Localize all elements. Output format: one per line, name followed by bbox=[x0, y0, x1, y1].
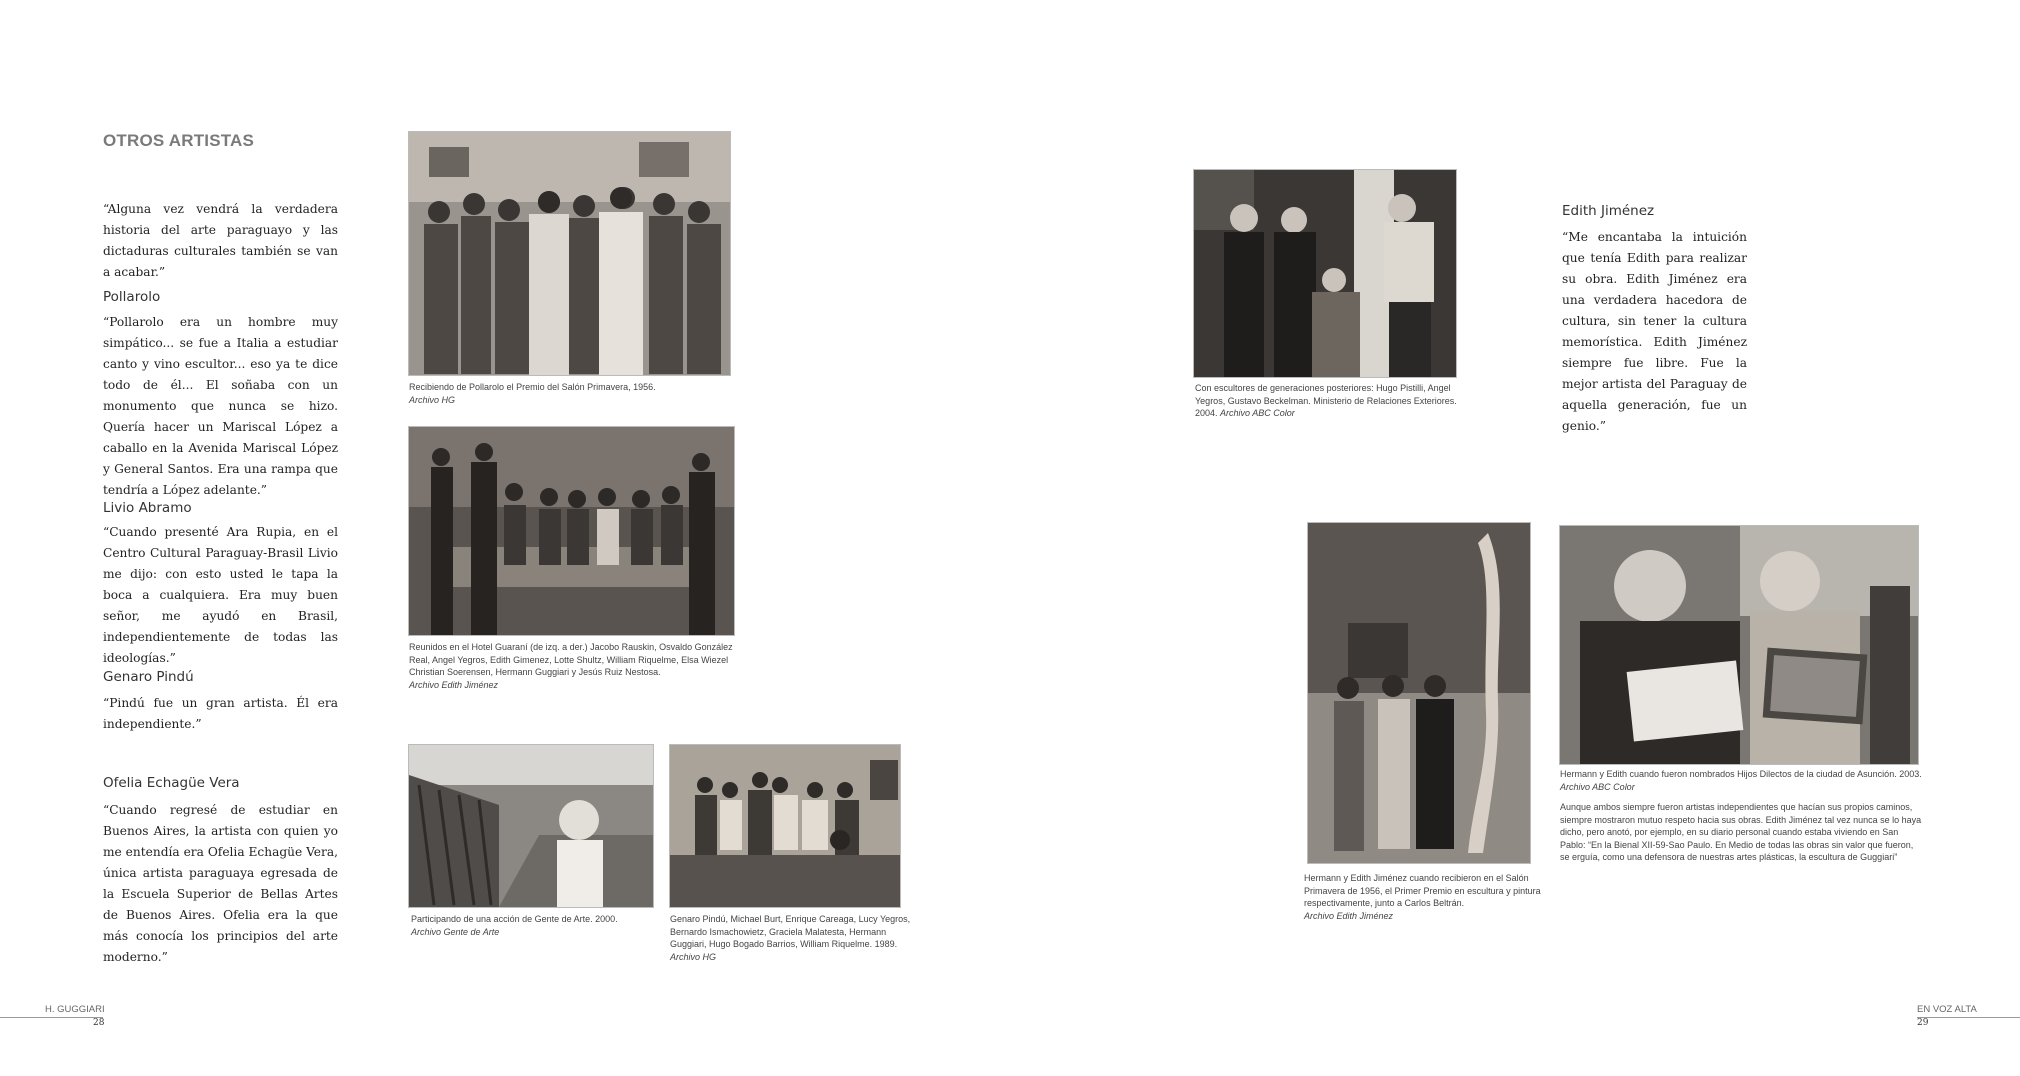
caption-text: Reunidos en el Hotel Guaraní (de izq. a der.) Jacobo Rauskin, Osvaldo González Real, Angel Yegros, Edith Gimenez, Lotte Shultz, William Riquelme, Elsa Wiezel Christian Soerensen, Hermann Guggiari y Jesús Ruiz Nestosa. bbox=[409, 642, 733, 677]
caption-source: Archivo Edith Jiménez bbox=[1304, 910, 1394, 921]
running-head: H. GUGGIARI bbox=[45, 1004, 105, 1015]
page-number: 28 bbox=[93, 1018, 105, 1028]
artist-name-ofelia-echague-vera: Ofelia Echagüe Vera bbox=[103, 775, 240, 791]
artist-name-genaro-pindu: Genaro Pindú bbox=[103, 669, 194, 685]
photo-caption bbox=[409, 381, 739, 406]
caption-text: Hermann y Edith Jiménez cuando recibieron en el Salón Primavera de 1956, el Primer Premio en escultura y pintura respectivamente, junto a Carlos Beltrán. bbox=[1304, 873, 1541, 908]
footer-rule bbox=[0, 1017, 103, 1018]
caption-source: Archivo Gente de Arte bbox=[411, 926, 500, 937]
photo-caption bbox=[411, 913, 661, 938]
photo-gente-de-arte bbox=[409, 745, 653, 907]
artist-name-edith-jimenez: Edith Jiménez bbox=[1562, 203, 1655, 219]
photo-group-1989 bbox=[670, 745, 900, 907]
artist-quote-ofelia-echague-vera: “Cuando regresé de estudiar en Buenos Aires, la artista con quien yo me entendía era Ofelia Echagüe Vera, única artista paraguaya egresada de la Escuela Superior de Bellas Artes de Buenos Aires. Ofelia era la que más conocía los principios del arte moderno.” bbox=[103, 803, 338, 964]
intro-quote: “Alguna vez vendrá la verdadera historia del arte paraguayo y las dictaduras culturales también se van a acabar.” bbox=[103, 202, 338, 279]
photo-sculptors-2004 bbox=[1194, 170, 1456, 377]
caption-source: Archivo HG bbox=[409, 394, 456, 405]
photo-caption bbox=[1560, 768, 1925, 793]
artist-quote-genaro-pindu: “Pindú fue un gran artista. Él era independiente.” bbox=[103, 696, 338, 731]
caption-source: Archivo ABC Color bbox=[1560, 781, 1635, 792]
photo-salon-primavera-1956 bbox=[1308, 523, 1530, 863]
artist-quote-edith-jimenez: “Me encantaba la intuición que tenía Edith para realizar su obra. Edith Jiménez era una verdadera hacedora de cultura, sin tener la cultura memorística. Edith Jiménez siempre fue libre. Fue la mejor artista del Paraguay de aquella generación, fue un genio.” bbox=[1562, 230, 1747, 433]
running-head: EN VOZ ALTA bbox=[1917, 1004, 1977, 1015]
photo-caption bbox=[670, 913, 920, 963]
artist-quote-pollarolo: “Pollarolo era un hombre muy simpático... se fue a Italia a estudiar canto y vino escultor... eso ya te dice todo de él... El soñaba con un monumento que nunca se hizo. Quería hacer un Mariscal López a caballo en la Avenida Mariscal López y General Santos. Era una rampa que tendría a López adelante.” bbox=[103, 315, 338, 497]
independence-note: Aunque ambos siempre fueron artistas independientes que hacían sus propios caminos, siempre mostraron mutuo respeto hacia sus obras. Edith Jiménez tal vez nunca se lo haya dicho, pero anotó, por ejemplo, en su diario personal cuando estaba viviendo en San Pablo: “En la Bienal XII-59-Sao Paulo. En Medio de todas las obras sin valor que fueron, se erguía, como una defensora de nuestras artes plásticas, la escultura de Guggiari” bbox=[1560, 802, 1922, 862]
section-title: OTROS ARTISTAS bbox=[103, 131, 255, 150]
page-number: 29 bbox=[1917, 1018, 1929, 1028]
artist-quote-livio-abramo: “Cuando presenté Ara Rupia, en el Centro Cultural Paraguay-Brasil Livio me dijo: con esto usted le tapa la boca a cualquiera. Era muy buen señor, me ayudó en Brasil, independientemente de todas las ideologías.” bbox=[103, 525, 338, 665]
caption-source: Archivo Edith Jiménez bbox=[409, 679, 499, 690]
photo-hijos-dilectos-2003 bbox=[1560, 526, 1918, 764]
photo-caption bbox=[409, 641, 739, 691]
caption-text: Hermann y Edith cuando fueron nombrados Hijos Dilectos de la ciudad de Asunción. 2003. bbox=[1560, 769, 1922, 779]
artist-name-livio-abramo: Livio Abramo bbox=[103, 500, 192, 516]
photo-caption bbox=[1304, 872, 1549, 922]
photo-pollarolo-award bbox=[409, 132, 730, 375]
caption-text: Recibiendo de Pollarolo el Premio del Salón Primavera, 1956. bbox=[409, 382, 656, 392]
photo-hotel-guarani bbox=[409, 427, 734, 635]
caption-source: Archivo HG bbox=[670, 951, 717, 962]
caption-text: Con escultores de generaciones posteriores: Hugo Pistilli, Angel Yegros, Gustavo Beckelman. Ministerio de Relaciones Exteriores. 2004. bbox=[1195, 383, 1457, 418]
caption-text: Genaro Pindú, Michael Burt, Enrique Careaga, Lucy Yegros, Bernardo Ismachowietz, Graciela Malatesta, Hermann Guggiari, Hugo Bogado Barrios, William Riquelme. 1989. bbox=[670, 914, 911, 949]
photo-caption bbox=[1195, 382, 1465, 420]
caption-text: Participando de una acción de Gente de Arte. 2000. bbox=[411, 914, 618, 924]
caption-source: Archivo ABC Color bbox=[1220, 408, 1295, 418]
artist-name-pollarolo: Pollarolo bbox=[103, 289, 161, 305]
footer-rule bbox=[1917, 1017, 2020, 1018]
